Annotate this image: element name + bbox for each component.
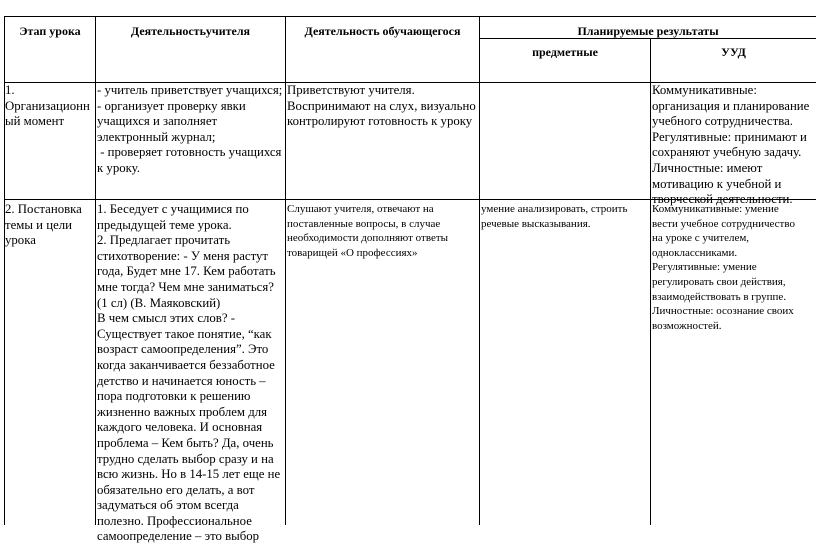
header-uud: УУД bbox=[721, 45, 746, 59]
row2-student: Слушают учителя, отвечают на поставленные вопросы, в случае необходимости дополняют ответы товарищей «О профессиях» bbox=[287, 203, 449, 259]
table-border-col4 bbox=[650, 38, 651, 525]
table-border-under-planned bbox=[479, 38, 816, 39]
row1-stage: 1. Организационн ый момент bbox=[5, 83, 90, 129]
header-subject-results: предметные bbox=[532, 45, 598, 59]
row2-subject: умение анализировать, строить речевые высказывания. bbox=[481, 203, 628, 230]
row1-teacher: - учитель приветствует учащихся; - организует проверку явки учащихся и заполняет электронный журнал; - проверяет готовность учащихся к уроку. bbox=[97, 83, 283, 175]
row2-uud: Коммуникативные: умение вести учебное сотрудничество на уроке с учителем, одноклассниками. Регулятивные: умение регулировать свои действия, взаимодействовать в группе. Личностные: осознание своих возможностей. bbox=[652, 203, 795, 332]
row2-teacher: 1. Беседует с учащимися по предыдущей теме урока. 2. Предлагает прочитать стихотворение: - У меня растут года, Будет мне 17. Кем работать мне тогда? Чем мне заниматься? (1 сл) (В. Маяковский) В чем смысл этих слов? - Существует такое понятие, “как возраст самоопределения”. Это когда заканчивается беззаботное детство и начинается юность – пора подготовки к решению жизненно важных проблем для каждого человека. И основная проблема – Кем быть? Да, очень трудно сделать выбор сразу и на всю жизнь. Но в 14-15 лет еще не обязательно его делать, а вот задуматься об этом всегда полезно. Профессиональное самоопределение – это выбор bbox=[97, 202, 281, 544]
row1-student: Приветствуют учителя. Воспринимают на слух, визуально контролируют готовность к уроку bbox=[287, 83, 476, 129]
header-student: Деятельность обучающегося bbox=[304, 24, 461, 38]
header-teacher: Деятельностьучителя bbox=[130, 24, 251, 38]
table-border-col3 bbox=[479, 16, 480, 525]
header-planned-results: Планируемые результаты bbox=[577, 24, 719, 38]
row1-uud: Коммуникативные: организация и планирование учебного сотрудничества. Регулятивные: принимают и сохраняют учебную задачу. Личностные: имеют мотивацию к учебной и творческой деятельности. bbox=[652, 83, 810, 207]
row2-stage: 2. Постановка темы и цели урока bbox=[5, 202, 82, 248]
header-stage: Этап урока bbox=[19, 24, 81, 38]
table-border-col1 bbox=[95, 16, 96, 525]
table-border-top bbox=[4, 16, 816, 17]
